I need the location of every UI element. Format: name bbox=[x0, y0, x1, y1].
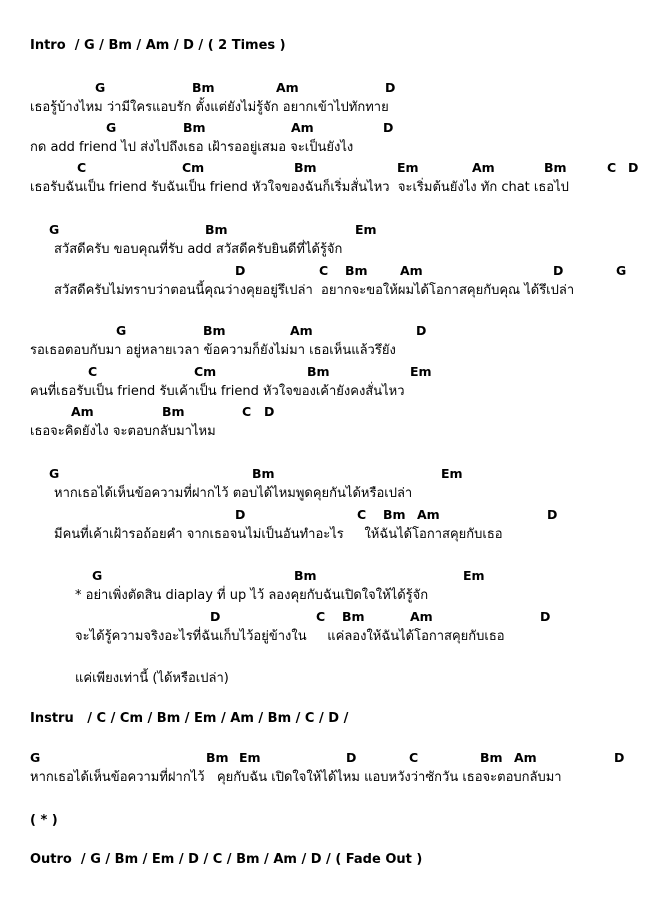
chord-label: Bm bbox=[162, 404, 185, 419]
chord-label: G bbox=[92, 568, 103, 583]
lyric-line: เธอรับฉันเป็น friend รับฉันเป็น friend หัวใจของฉันก็เริ่มสั่นไหว จะเริ่มต้นยังไง ทัก chat เธอไป bbox=[30, 180, 569, 195]
chord-label: G bbox=[116, 323, 127, 338]
chord-label: Am bbox=[400, 263, 423, 278]
chord-label: Bm bbox=[544, 160, 567, 175]
chord-label: Am bbox=[417, 507, 440, 522]
chord-label: G bbox=[30, 750, 41, 765]
chord-label: Am bbox=[472, 160, 495, 175]
chord-label: D bbox=[235, 263, 246, 278]
chord-label: C bbox=[316, 609, 326, 624]
chord-label: Am bbox=[71, 404, 94, 419]
chord-label: Bm bbox=[342, 609, 365, 624]
chord-label: Bm bbox=[345, 263, 368, 278]
chord-label: D bbox=[383, 120, 394, 135]
lyric-line: แค่เพียงเท่านี้ (ได้หรือเปล่า) bbox=[75, 671, 229, 686]
lyric-line: กด add friend ไป ส่งไปถึงเธอ เฝ้ารออยู่เสมอ จะเป็นยังไง bbox=[30, 140, 354, 155]
chord-label: D bbox=[553, 263, 564, 278]
chord-label: Am bbox=[290, 323, 313, 338]
chord-label: Em bbox=[463, 568, 485, 583]
chord-label: D bbox=[540, 609, 551, 624]
instru-line: Instru / C / Cm / Bm / Em / Am / Bm / C / D / bbox=[30, 711, 349, 726]
chord-label: Bm bbox=[205, 222, 228, 237]
chord-label: Bm bbox=[252, 466, 275, 481]
chord-label: Em bbox=[239, 750, 261, 765]
chord-label: Cm bbox=[182, 160, 205, 175]
repeat-marker: ( * ) bbox=[30, 813, 58, 828]
chord-label: C bbox=[88, 364, 98, 379]
chord-label: Bm bbox=[307, 364, 330, 379]
lyric-line: จะได้รู้ความจริงอะไรที่ฉันเก็บไว้อยู่ข้างใน แค่ลองให้ฉันได้โอกาสคุยกับเธอ bbox=[75, 629, 505, 644]
chord-label: Am bbox=[291, 120, 314, 135]
chord-label: Em bbox=[397, 160, 419, 175]
chord-label: Am bbox=[276, 80, 299, 95]
lyric-line: เธอรู้บ้างไหม ว่ามีใครแอบรัก ตั้งแต่ยังไม่รู้จัก อยากเข้าไปทักทาย bbox=[30, 100, 389, 115]
chord-label: Cm bbox=[194, 364, 217, 379]
chord-label: C bbox=[357, 507, 367, 522]
chord-label: D bbox=[614, 750, 625, 765]
chord-label: Bm bbox=[294, 160, 317, 175]
outro-line: Outro / G / Bm / Em / D / C / Bm / Am / D / ( Fade Out ) bbox=[30, 852, 423, 867]
lyric-line: หากเธอได้เห็นข้อความที่ฝากไว้ คุยกับฉัน เปิดใจให้ได้ไหม แอบหวังว่าซักวัน เธอจะตอบกลับมา bbox=[30, 770, 562, 785]
chord-label: D bbox=[385, 80, 396, 95]
chord-label: G bbox=[49, 222, 60, 237]
chord-label: C bbox=[319, 263, 329, 278]
lyric-line: มีคนที่เค้าเฝ้ารอถ้อยคำ จากเธอจนไม่เป็นอันทำอะไร ให้ฉันได้โอกาสคุยกับเธอ bbox=[54, 527, 503, 542]
chord-label: Bm bbox=[383, 507, 406, 522]
intro-line: Intro / G / Bm / Am / D / ( 2 Times ) bbox=[30, 38, 286, 53]
lyric-line: หากเธอได้เห็นข้อความที่ฝากไว้ ตอบได้ไหมพูดคุยกันได้หรือเปล่า bbox=[54, 486, 413, 501]
chord-label: D bbox=[346, 750, 357, 765]
chord-label: G bbox=[95, 80, 106, 95]
chord-label: Em bbox=[410, 364, 432, 379]
chord-label: C bbox=[607, 160, 617, 175]
chord-label: Em bbox=[355, 222, 377, 237]
chord-label: Bm bbox=[192, 80, 215, 95]
chord-label: Bm bbox=[480, 750, 503, 765]
chord-label: D bbox=[264, 404, 275, 419]
chord-label: Am bbox=[514, 750, 537, 765]
chord-label: C bbox=[77, 160, 87, 175]
lyric-line: คนที่เธอรับเป็น friend รับเค้าเป็น friend หัวใจของเค้ายังคงสั่นไหว bbox=[30, 384, 405, 399]
chord-label: C bbox=[409, 750, 419, 765]
chord-label: Bm bbox=[203, 323, 226, 338]
lyric-line: * อย่าเพิ่งตัดสิน diaplay ที่ up ไว้ ลองคุยกับฉันเปิดใจให้ได้รู้จัก bbox=[75, 588, 429, 603]
chord-label: D bbox=[416, 323, 427, 338]
chord-label: Am bbox=[410, 609, 433, 624]
chord-label: G bbox=[106, 120, 117, 135]
lyric-line: สวัสดีครับไม่ทราบว่าตอนนี้คุณว่างคุยอยู่รึเปล่า อยากจะขอให้ผมได้โอกาสคุยกับคุณ ได้รึเปล่า bbox=[54, 283, 575, 298]
chord-label: Em bbox=[441, 466, 463, 481]
chord-label: Bm bbox=[183, 120, 206, 135]
chord-label: G bbox=[49, 466, 60, 481]
chord-label: D bbox=[547, 507, 558, 522]
chord-label: C bbox=[242, 404, 252, 419]
chord-label: Bm bbox=[206, 750, 229, 765]
chord-label: G bbox=[616, 263, 627, 278]
lyric-line: สวัสดีครับ ขอบคุณที่รับ add สวัสดีครับยินดีที่ได้รู้จัก bbox=[54, 242, 343, 257]
lyric-line: เธอจะคิดยังไง จะตอบกลับมาไหม bbox=[30, 424, 216, 439]
chord-label: Bm bbox=[294, 568, 317, 583]
chord-label: D bbox=[235, 507, 246, 522]
chord-label: D bbox=[628, 160, 639, 175]
lyric-line: รอเธอตอบกับมา อยู่หลายเวลา ข้อความก็ยังไม่มา เธอเห็นแล้วรึยัง bbox=[30, 343, 396, 358]
chord-label: D bbox=[210, 609, 221, 624]
